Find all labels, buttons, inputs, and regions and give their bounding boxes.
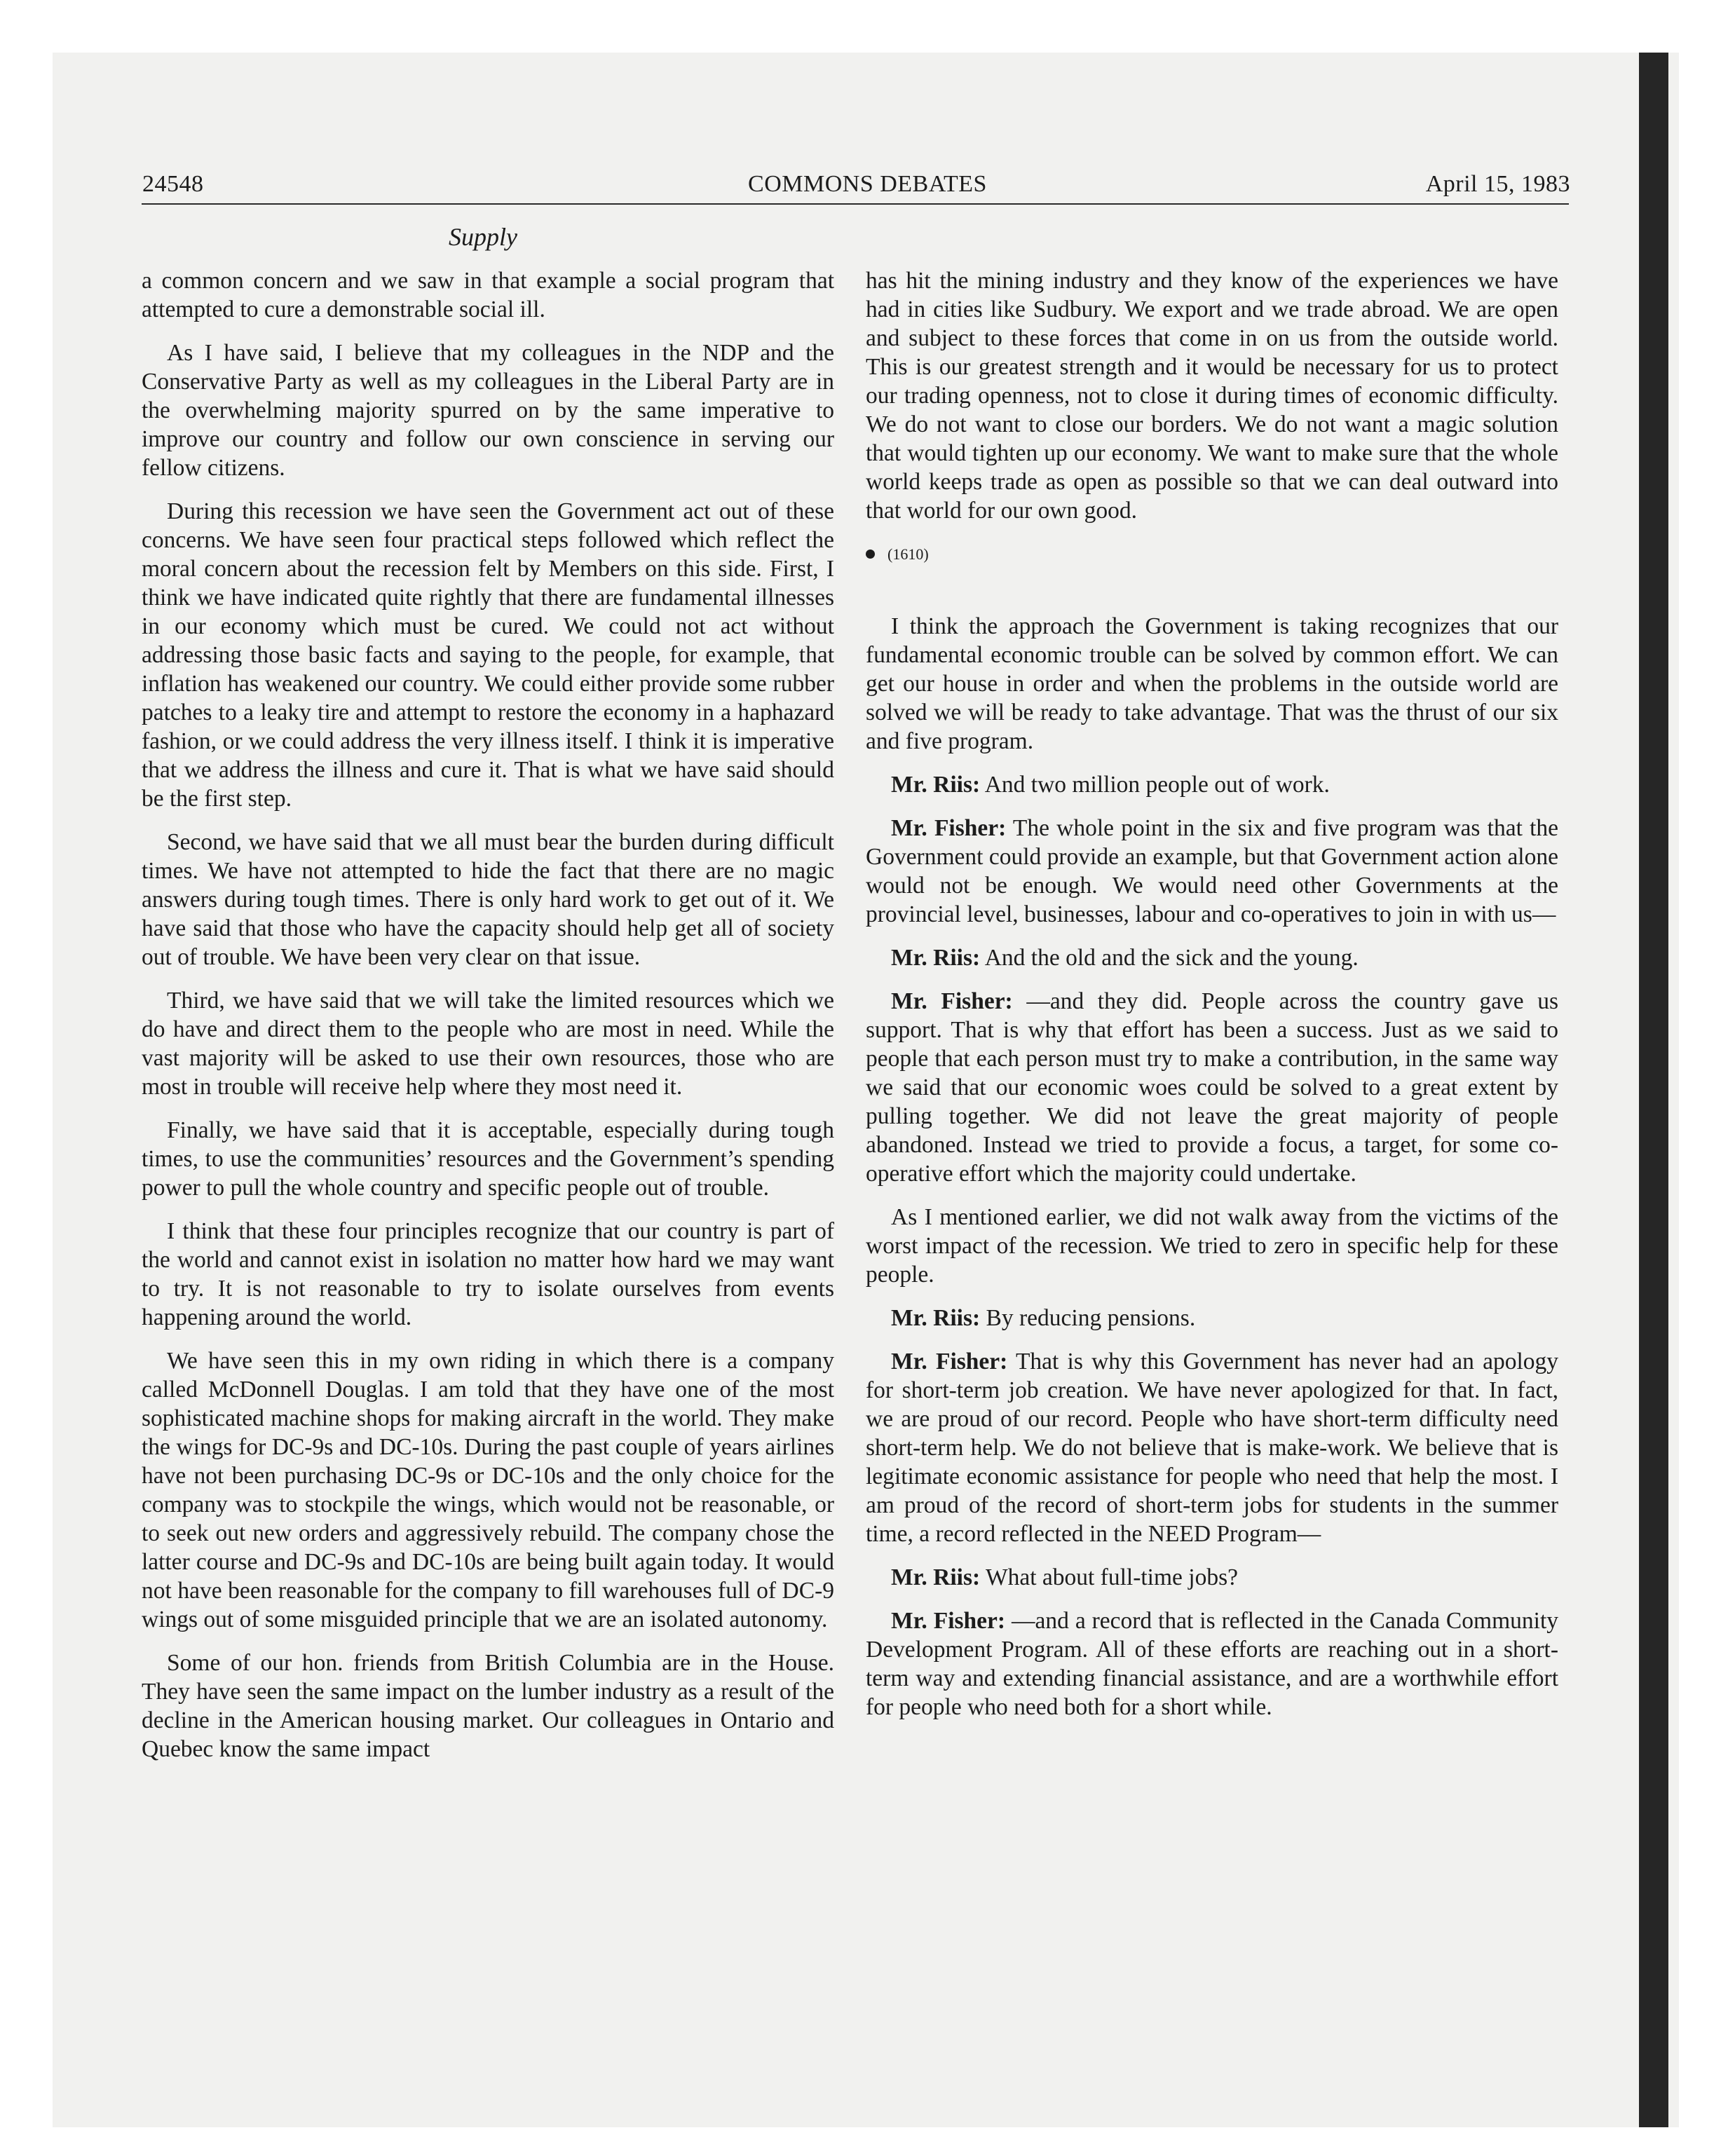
speech xyxy=(866,1563,1558,1592)
speaker-name: Mr. Riis: xyxy=(891,772,981,798)
speech-text: And two million people out of work. xyxy=(984,772,1330,798)
page-date: April 15, 1983 xyxy=(1425,171,1570,197)
paragraph: I think that these four principles recognize that our country is part of the world and cannot exist in isolation no matter how hard we may want to try. It is not reasonable to try to isolate ourselves from events happening around the world. xyxy=(142,1218,834,1330)
speaker-name: Mr. Fisher: xyxy=(891,815,1007,841)
paragraph: Finally, we have said that it is acceptable, especially during tough times, to use the communities’ resources and the Government’s spending power to pull the whole country and specific people out of trouble. xyxy=(142,1117,834,1201)
paragraph: has hit the mining industry and they know of the experiences we have had in cities like Sudbury. We export and we trade abroad. We are open and subject to these forces that come in on us from the outside world. This is our greatest strength and it would be necessary for us to protect our trading openness, not to close it during times of economic difficulty. We do not want to close our borders. We do not want a magic solution that would tighten up our economy. We want to make sure that the whole world keeps trade as open as possible so that we can deal outward into that world for our own good. xyxy=(866,268,1558,524)
speech-text: What about full-time jobs? xyxy=(985,1564,1238,1590)
speech-text: —and they did. People across the country gave us support. That is why that effort has been a success. Just as we said to people that each person must try to make a contribution, in the same way we said that our economic woes could be solved to a great extent by pulling together. We did not leave the great majority of people abandoned. Instead we tried to provide a focus, a target, for some co-operative effort which the majority could undertake. xyxy=(866,988,1559,1187)
bullet-icon xyxy=(866,550,875,559)
speech-text: —and a record that is reflected in the Canada Community Development Program. All of these efforts are reaching out in a short-term way and extending financial assistance, and are a worthwhile effort for people who need both for a short while. xyxy=(866,1608,1559,1720)
speaker-name: Mr. Fisher: xyxy=(891,1608,1006,1634)
header-rule xyxy=(142,203,1569,205)
timestamp: (1610) xyxy=(887,545,929,563)
speech-text: As I mentioned earlier, we did not walk away from the victims of the worst impact of the recession. We tried to zero in specific help for these people. xyxy=(866,1204,1558,1288)
speaker-name: Mr. Fisher: xyxy=(891,988,1013,1014)
paragraph: Third, we have said that we will take the limited resources which we do have and direct them to the people who are most in need. While the vast majority will be asked to use their own resources, those who are most in trouble will receive help where they most need it. xyxy=(142,988,834,1100)
speech xyxy=(866,1347,1558,1548)
left-column xyxy=(142,266,834,1778)
speech xyxy=(866,1606,1558,1721)
section-title: Supply xyxy=(449,223,517,251)
speaker-name: Mr. Riis: xyxy=(891,1564,981,1590)
speaker-name: Mr. Riis: xyxy=(891,1305,981,1331)
paragraph xyxy=(866,1203,1558,1289)
paragraph: We have seen this in my own riding in which there is a company called McDonnell Douglas. I am told that they have one of the most sophisticated machine shops for making aircraft in the world. They make the wings for DC-9s and DC-10s. During the past couple of years airlines have not been purchasing DC-9s or DC-10s and the only choice for the company was to stockpile the wings, which would not be reasonable, or to seek out new orders and aggressively rebuild. The company chose the latter course and DC-9s and DC-10s are being built again today. It would not have been reasonable for the company to fill warehouses full of DC-9 wings out of some misguided principle that we are an isolated autonomy. xyxy=(142,1348,834,1632)
speaker-name: Mr. Riis: xyxy=(891,945,981,971)
publication-title: COMMONS DEBATES xyxy=(748,171,987,197)
paragraph: a common concern and we saw in that example a social program that attempted to cure a demonstrable social ill. xyxy=(142,268,834,322)
paragraph: Second, we have said that we all must bear the burden during difficult times. We have not attempted to hide the fact that there are no magic answers during tough times. There is only hard work to get out of it. We have said that those who have the capacity should help get all of society out of trouble. We have been very clear on that issue. xyxy=(142,829,834,970)
speech xyxy=(866,987,1558,1188)
right-column xyxy=(866,266,1558,1736)
speech xyxy=(866,814,1558,929)
speech-text: The whole point in the six and five program was that the Government could provide an example, but that Government action alone would not be enough. We would need other Governments at the provincial level, businesses, labour and co-operatives to join in with us— xyxy=(866,815,1558,927)
speech xyxy=(866,943,1558,972)
paragraph: I think the approach the Government is taking recognizes that our fundamental economic trouble can be solved by common effort. We can get our house in order and when the problems in the outside world are solved we will be ready to take advantage. That was the thrust of our six and five program. xyxy=(866,613,1558,754)
timestamp-marker xyxy=(866,540,1558,568)
paragraph: As I have said, I believe that my colleagues in the NDP and the Conservative Party as well as my colleagues in the Liberal Party are in the overwhelming majority spurred on by the same imperative to improve our country and follow our own conscience in serving our fellow citizens. xyxy=(142,340,834,481)
speech-text: That is why this Government has never had an apology for short-term job creation. We have never apologized for that. In fact, we are proud of our record. People who have short-term difficulty need short-term help. We do not believe that is make-work. We believe that is legitimate economic assistance for people who need that help the most. I am proud of the record of short-term jobs for students in the summer time, a record reflected in the NEED Program— xyxy=(866,1349,1558,1547)
speech xyxy=(866,770,1558,799)
paragraph: During this recession we have seen the Government act out of these concerns. We have seen four practical steps followed which reflect the moral concern about the recession felt by Members on this side. First, I think we have indicated quite rightly that there are fundamental illnesses in our economy which must be cured. We could not act without addressing those basic facts and saying to the people, for example, that inflation has weakened our country. We could either provide some rubber patches to a leaky tire and attempt to restore the economy in a haphazard fashion, or we could address the very illness itself. I think it is imperative that we address the illness and cure it. That is what we have said should be the first step. xyxy=(142,498,834,812)
scan-border xyxy=(1639,53,1668,2127)
speech-text: By reducing pensions. xyxy=(986,1305,1196,1331)
page-number: 24548 xyxy=(142,171,204,197)
paragraph: Some of our hon. friends from British Columbia are in the House. They have seen the same impact on the lumber industry as a result of the decline in the American housing market. Our colleagues in Ontario and Quebec know the same impact xyxy=(142,1650,834,1762)
speech xyxy=(866,1304,1558,1332)
speaker-name: Mr. Fisher: xyxy=(891,1349,1008,1374)
speech-text: And the old and the sick and the young. xyxy=(984,945,1359,971)
